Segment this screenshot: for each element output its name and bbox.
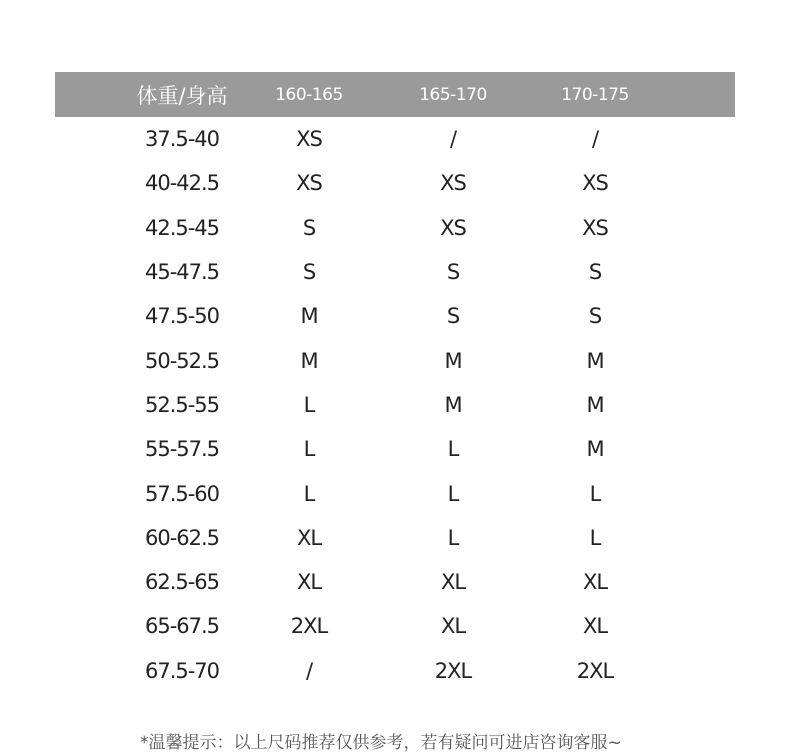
size-cell: /	[449, 127, 457, 152]
size-cell: S	[302, 215, 316, 240]
size-cell: M	[300, 304, 318, 329]
weight-range-cell: 50-52.5	[144, 348, 220, 373]
size-cell: L	[589, 481, 601, 506]
table-row	[55, 604, 735, 648]
table-row	[55, 560, 735, 604]
size-cell: XS	[296, 127, 322, 152]
table-row	[55, 471, 735, 515]
table-row	[55, 338, 735, 382]
size-cell: L	[447, 525, 459, 550]
table-row	[55, 649, 735, 693]
table-header-row	[55, 72, 735, 117]
table-row	[55, 294, 735, 338]
size-cell: XL	[296, 570, 322, 595]
size-recommendation-note: *温馨提示：以上尺码推荐仅供参考，若有疑问可进店咨询客服~	[140, 733, 622, 753]
table-row	[55, 383, 735, 427]
size-cell: XS	[582, 215, 608, 240]
weight-range-cell: 42.5-45	[144, 215, 220, 240]
size-cell: S	[446, 304, 460, 329]
table-row	[55, 117, 735, 161]
size-cell: XS	[296, 171, 322, 196]
size-cell: S	[302, 260, 316, 285]
table-row	[55, 161, 735, 205]
size-cell: M	[444, 348, 462, 373]
size-cell: /	[591, 127, 599, 152]
size-cell: 2XL	[576, 658, 614, 683]
table-row	[55, 206, 735, 250]
table-row	[55, 427, 735, 471]
header-height-165-170: 165-170	[419, 84, 487, 105]
size-cell: S	[588, 304, 602, 329]
weight-range-cell: 65-67.5	[144, 614, 220, 639]
size-cell: L	[303, 437, 315, 462]
weight-range-cell: 40-42.5	[144, 171, 220, 196]
header-height-170-175: 170-175	[561, 84, 629, 105]
size-cell: XL	[582, 614, 608, 639]
size-cell: XL	[440, 570, 466, 595]
size-cell: L	[303, 481, 315, 506]
weight-range-cell: 47.5-50	[144, 304, 220, 329]
table-row	[55, 250, 735, 294]
weight-range-cell: 67.5-70	[144, 658, 220, 683]
table-row	[55, 516, 735, 560]
table-body	[55, 117, 735, 693]
size-cell: M	[586, 437, 604, 462]
weight-range-cell: 60-62.5	[144, 525, 220, 550]
size-cell: XL	[582, 570, 608, 595]
size-cell: M	[444, 392, 462, 417]
size-cell: S	[446, 260, 460, 285]
size-cell: L	[447, 437, 459, 462]
size-cell: L	[447, 481, 459, 506]
size-cell: XS	[440, 171, 466, 196]
weight-range-cell: 55-57.5	[144, 437, 220, 462]
header-height-160-165: 160-165	[275, 84, 343, 105]
size-cell: L	[589, 525, 601, 550]
weight-range-cell: 57.5-60	[144, 481, 220, 506]
weight-range-cell: 45-47.5	[144, 260, 220, 285]
size-cell: 2XL	[290, 614, 328, 639]
size-cell: M	[586, 392, 604, 417]
size-cell: 2XL	[434, 658, 472, 683]
size-cell: XS	[582, 171, 608, 196]
size-cell: M	[586, 348, 604, 373]
size-cell: XS	[440, 215, 466, 240]
size-chart-table	[55, 72, 735, 693]
weight-range-cell: 52.5-55	[144, 392, 220, 417]
weight-range-cell: 62.5-65	[144, 570, 220, 595]
header-weight-height: 体重/身高	[136, 83, 228, 108]
size-cell: S	[588, 260, 602, 285]
size-cell: XL	[440, 614, 466, 639]
weight-range-cell: 37.5-40	[144, 127, 220, 152]
size-cell: M	[300, 348, 318, 373]
size-cell: XL	[296, 525, 322, 550]
size-cell: L	[303, 392, 315, 417]
size-cell: /	[305, 658, 313, 683]
